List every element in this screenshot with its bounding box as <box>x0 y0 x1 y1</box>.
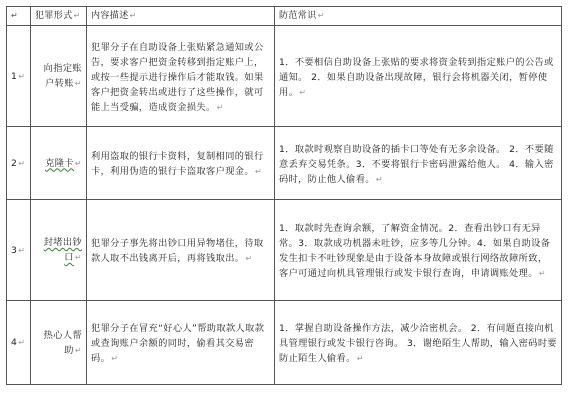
crime-description-text: 利用盗取的银行卡资料，复制相同的银行卡，利用伪造的银行卡盗取客户现金。 <box>91 151 264 177</box>
row-number <box>7 301 31 385</box>
crime-description <box>87 26 275 127</box>
crime-description-text: 犯罪分子事先将出钞口用异物堵住，待取款人取不出钱离开后，再将钱取出。 <box>91 238 264 264</box>
table-row <box>7 26 562 127</box>
prevention-tips-text: 1．不要相信自助设备上张贴的要求将资金转到指定账户的公告或通知。 2．如果自助设备出现故障，银行会将机器关闭，暂停使用。 <box>279 56 554 98</box>
header-desc <box>87 7 275 26</box>
crime-form <box>31 200 87 301</box>
header-corner-cell <box>7 7 31 26</box>
crime-form <box>31 26 87 127</box>
prevention-tips-text: 1．掌握自助设备操作方法，减少洽密机会。 2．有问题直接向机具管理银行或发卡银行咨询。 3．谢绝陌生人帮助，输入密码时要防止陌生人偷看。 <box>279 323 558 364</box>
crime-form-text: 克隆卡 <box>45 157 74 169</box>
crime-form <box>31 301 87 385</box>
crime-form-text: 向指定账户转账 <box>43 63 82 89</box>
prevention-tips <box>275 200 562 301</box>
crime-form-text: 热心人帮助 <box>43 329 82 356</box>
crime-description-text: 犯罪分子在冒充“好心人”帮助取款人取款或查询账户余额的同时，偷看其交易密码。 <box>91 323 265 364</box>
prevention-tips <box>275 26 562 127</box>
prevention-tips <box>275 127 562 200</box>
header-form <box>31 7 87 26</box>
table-row <box>7 301 562 385</box>
row-number-text: 2 <box>11 157 18 169</box>
table-row <box>7 127 562 200</box>
header-form-label: 犯罪形式 <box>35 11 73 21</box>
row-number <box>7 26 31 127</box>
prevention-table <box>6 6 562 385</box>
paragraph-mark: ↵ <box>255 167 263 176</box>
paragraph-mark: ↵ <box>74 158 82 168</box>
paragraph-mark: ↵ <box>73 11 81 20</box>
crime-description <box>87 301 275 385</box>
row-number <box>7 200 31 301</box>
paragraph-mark: ↵ <box>74 345 82 355</box>
paragraph-mark: ↵ <box>129 11 137 20</box>
crime-description <box>87 200 275 301</box>
row-number-text: 4 <box>11 337 18 348</box>
header-tips-label: 防范常识 <box>279 11 317 21</box>
paragraph-mark: ↵ <box>317 11 325 20</box>
prevention-tips-text: 1．取款时观察自助设备的插卡口等处有无多余设备。 2．不要随意丢弃交易凭条。3．不要将银行卡密码泄露给他人。 4．输入密码时，防止他人偷看。 <box>279 143 554 185</box>
paragraph-mark: ↵ <box>245 254 253 263</box>
paragraph-mark: ↵ <box>18 338 26 347</box>
paragraph-mark: ↵ <box>216 102 224 112</box>
row-number-text: 3 <box>11 244 18 256</box>
crime-description <box>87 127 275 200</box>
header-row <box>7 7 562 26</box>
row-number-text: 1 <box>11 70 18 82</box>
paragraph-mark: ↵ <box>18 158 26 168</box>
paragraph-mark: ↵ <box>111 354 119 363</box>
corner-paragraph-mark: ↵ <box>11 11 19 20</box>
paragraph-mark: ↵ <box>356 354 364 363</box>
table-row <box>7 200 562 301</box>
row-number <box>7 127 31 200</box>
header-desc-label: 内容描述 <box>91 11 129 21</box>
crime-description-text: 犯罪分子在自助设备上张贴紧急通知或公告，要求客户把资金转移到指定账户上，或按一些提示进行操作后才能取钱。如果客户把资金转出或进行了这些操作，就可能上当受骗，造成资金损失。 <box>91 41 264 113</box>
paragraph-mark: ↵ <box>18 245 26 255</box>
paragraph-mark: ↵ <box>18 71 26 81</box>
paragraph-mark: ↵ <box>74 253 82 262</box>
paragraph-mark: ↵ <box>538 269 546 278</box>
paragraph-mark: ↵ <box>299 87 307 97</box>
crime-form-text: 封堵出钞口 <box>43 237 82 263</box>
prevention-tips-text: 1．取款时先查询余额，了解资金情况。2．查看出钞口有无异常。3．取款成功机器未吐钞，应多等几分钟。4．如果自助设备发生扣卡不吐钞现象是由于设备本身故障或银行网络故障所致，客户可通过向机具管理银行或发卡银行查询，申请调账处理。 <box>279 223 551 279</box>
crime-form <box>31 127 87 200</box>
paragraph-mark: ↵ <box>74 79 82 88</box>
prevention-tips <box>275 301 562 385</box>
header-tips <box>275 7 562 26</box>
paragraph-mark: ↵ <box>375 174 383 184</box>
